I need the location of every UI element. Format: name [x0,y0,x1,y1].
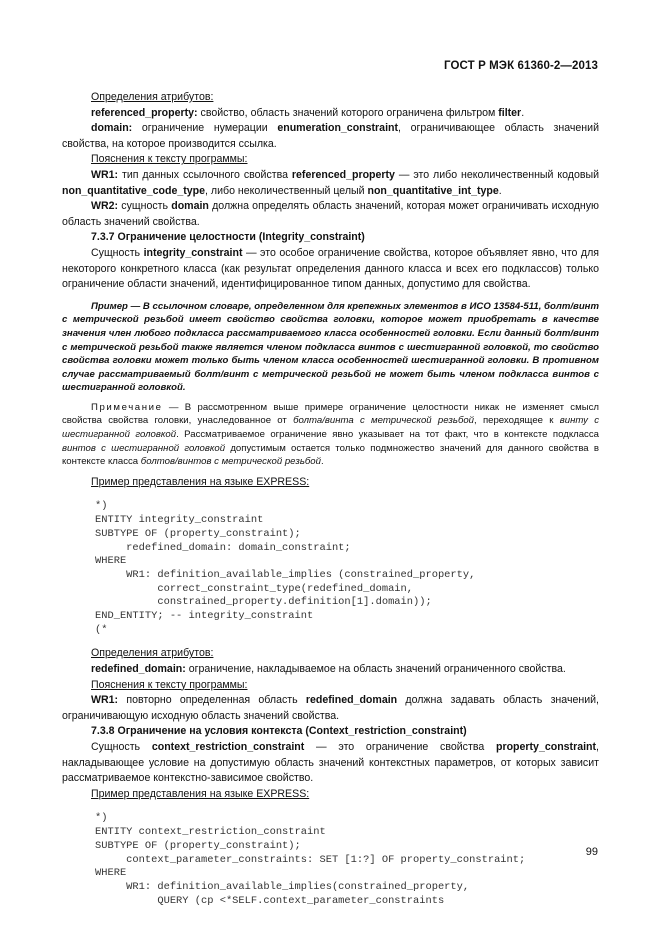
program-notes-heading: Пояснения к тексту программы: [91,153,248,166]
page-content [62,90,599,908]
context-restriction-paragraph: Сущность context_restriction_constraint — это ограничение свойства property_constraint, накладывающее условие на допустимую область значений контекстных параметров, от которых зависит рассматриваемое контекстно-зависимое свойство. [62,741,599,785]
express-code-context: *) ENTITY context_restriction_constraint SUBTYPE OF (property_constraint); context_parameter_constraints: SET [1:?] OF property_constraint; WHERE WR1: definition_available_implies(constrained_property, QUERY (cp <*SELF.context_parameter_constraints [95,812,526,907]
page-number: 99 [585,846,598,858]
section-heading-7-3-7: 7.3.7 Ограничение целостности (Integrity_constraint) [91,231,365,244]
rule-wr2: WR2: сущность domain должна определять область значений, которая может ограничивать исходную область значений свойства. [62,200,599,228]
document-header: ГОСТ Р МЭК 61360-2—2013 [444,60,598,72]
express-example-heading: Пример представления на языке EXPRESS: [91,475,310,488]
attr-domain: domain: ограничение нумерации enumeration_constraint, ограничивающее область значений свойства, на которое производится ссылка. [62,122,599,150]
express-example-heading-2: Пример представления на языке EXPRESS: [91,787,310,800]
program-notes-heading-2: Пояснения к тексту программы: [91,678,248,691]
attributes-heading-2: Определения атрибутов: [91,647,214,660]
rule-wr1-redefined: WR1: повторно определенная область redefined_domain должна задавать область значений, ограничивающую исходную область значений свойства. [62,694,599,722]
express-code-integrity: *) ENTITY integrity_constraint SUBTYPE OF (property_constraint); redefined_domain: domain_constraint; WHERE WR1: definition_available_implies (constrained_property, correct_constraint_type(redefined_domain, constrained_property.definition[1].domain)); END_ENTITY; -- integrity_constraint (* [95,500,476,636]
attr-referenced-property: referenced_property: свойство, область значений которого ограничена фильтром filter. [91,106,525,119]
integrity-constraint-paragraph: Сущность integrity_constraint — это особое ограничение свойства, которое объявляет явно, что для некоторого конкретного класса (как результат определения данного класса и всех его подклассов) только ограничение области значений, идентифицированное типом данных, допустимо для свойства. [62,246,599,291]
example-paragraph: Пример — В ссылочном словаре, определенном для крепежных элементов в ИСО 13584-511, болт/винт с метрической резьбой имеет свойство свойства головки, которое может приобретать в качестве значения член любого подкласса рассматриваемого класса особенностей головки. Если данный болт/винт с метрической резьбой также является членом подкласса винтов с шестигранной головкой, то свойство свойства головки может только быть членом класса особенностей шестигранной головки. В противном случае рассматриваемый болт/винт с метрической резьбой не может быть членом подкласса винтов с шестигранной головкой. [62,300,599,394]
note-paragraph: Примечание — В рассмотренном выше примере ограничение целостности никак не изменяет смысл свойства свойства головки, унаследованное от болта/винта с метрической резьбой, переходящее к винту с шестигранной головкой. Рассматриваемое ограничение явно указывает на тот факт, что в контексте подкласса винтов с шестигранной головкой допустимым остается только подмножество значений для данного свойства в контексте класса болтов/винтов с метрической резьбой. [62,401,600,468]
rule-wr1: WR1: тип данных ссылочного свойства referenced_property — это либо неколичественный кодовый non_quantitative_code_type, либо неколичественный целый non_quantitative_int_type. [62,168,600,197]
attributes-heading: Определения атрибутов: [91,91,214,103]
section-heading-7-3-8: 7.3.8 Ограничение на условия контекста (Context_restriction_constraint) [91,725,467,738]
attr-redefined-domain: redefined_domain: ограничение, накладываемое на область значений ограниченного свойства. [91,663,566,676]
